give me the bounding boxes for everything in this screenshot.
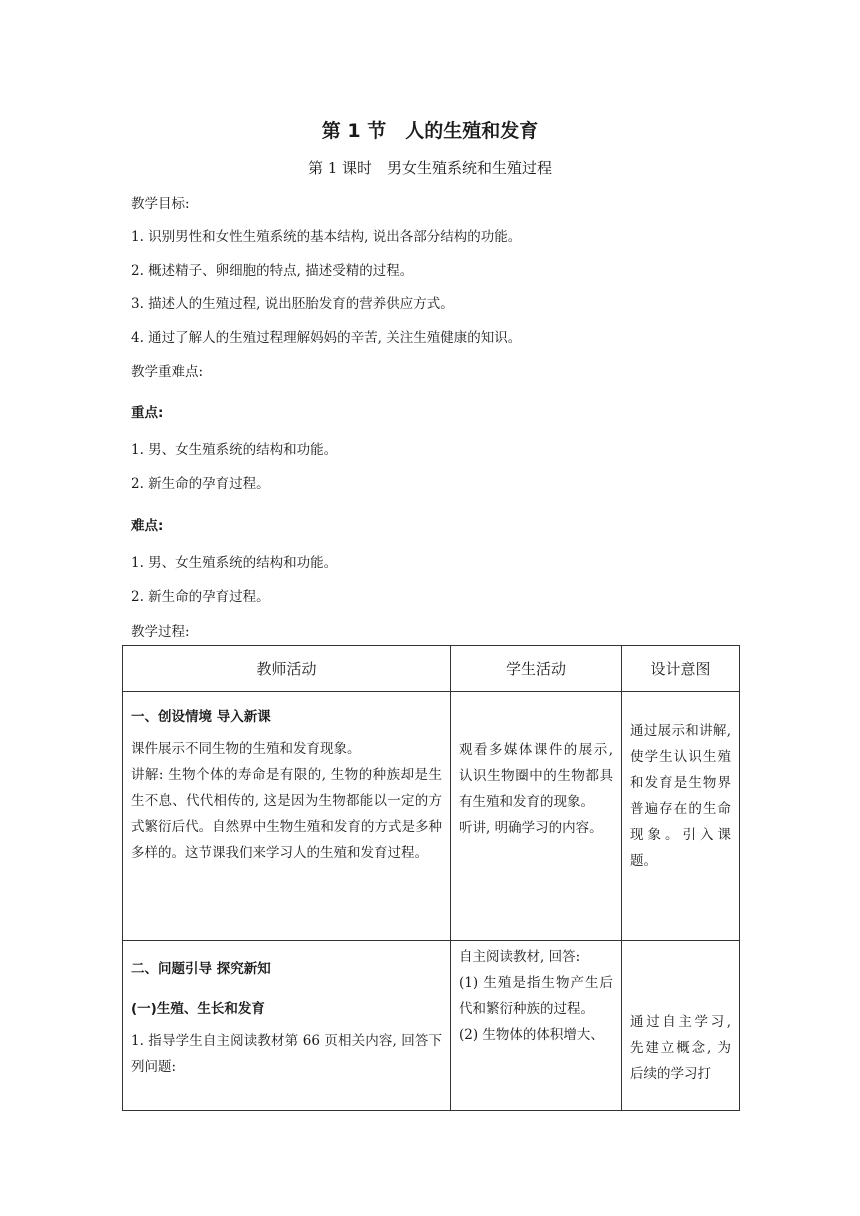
objective-2: 2. 概述精子、卵细胞的特点, 描述受精的过程。 [131, 263, 414, 279]
table-row [123, 692, 740, 941]
intent-text: 通过展示和讲解, 使学生认识生殖和发育是生物界普遍存在的生命现象。引入课题。 [630, 723, 731, 869]
process-label: 教学过程: [131, 624, 190, 640]
student-text: 观看多媒体课件的展示, 认识生物圈中的生物都具有生殖和发育的现象。 [459, 742, 613, 810]
lesson-subtitle: 第 1 课时 男女生殖系统和生殖过程 [307, 159, 553, 177]
teacher-cell [123, 692, 451, 941]
section-heading: 二、问题引导 探究新知 [131, 961, 271, 977]
subsection-heading: (一)生殖、生长和发育 [131, 1001, 265, 1017]
header-design-intent: 设计意图 [622, 646, 740, 692]
teacher-text: 1. 指导学生自主阅读教材第 66 页相关内容, 回答下列问题: [131, 1033, 442, 1075]
header-student-activity: 学生活动 [451, 646, 622, 692]
objectives-label: 教学目标: [131, 196, 190, 212]
key-item-2: 2. 新生命的孕育过程。 [131, 476, 270, 492]
teacher-text: 课件展示不同生物的生殖和发育现象。 [131, 741, 361, 757]
student-text: (1) 生殖是指生物产生后代和繁衍种族的过程。 [459, 975, 613, 1017]
table-row [123, 941, 740, 1111]
difficult-label: 难点: [131, 518, 164, 534]
teaching-process-table [122, 645, 740, 1111]
intent-cell [622, 941, 740, 1111]
keypoints-label: 教学重难点: [131, 364, 204, 380]
teacher-cell [123, 941, 451, 1111]
intent-cell [622, 692, 740, 941]
student-cell [451, 941, 622, 1111]
student-text: (2) 生物体的体积增大、 [459, 1027, 604, 1043]
difficult-item-1: 1. 男、女生殖系统的结构和功能。 [131, 555, 338, 571]
page-title: 第 1 节 人的生殖和发育 [321, 120, 539, 142]
table-header-row [123, 646, 740, 692]
objective-1: 1. 识别男性和女性生殖系统的基本结构, 说出各部分结构的功能。 [131, 229, 522, 245]
header-teacher-activity: 教师活动 [123, 646, 451, 692]
student-text: 自主阅读教材, 回答: [459, 949, 581, 965]
student-cell [451, 692, 622, 941]
teacher-text: 讲解: 生物个体的寿命是有限的, 生物的种族却是生生不息、代代相传的, 这是因为生物都能以一定的方式繁衍后代。自然界中生物生殖和发育的方式是多种多样的。这节课我们来学习人的生殖和发育过程。 [131, 767, 442, 861]
difficult-item-2: 2. 新生命的孕育过程。 [131, 589, 270, 605]
objective-3: 3. 描述人的生殖过程, 说出胚胎发育的营养供应方式。 [131, 296, 454, 312]
key-label: 重点: [131, 405, 164, 421]
objective-4: 4. 通过了解人的生殖过程理解妈妈的辛苦, 关注生殖健康的知识。 [131, 330, 522, 346]
intent-text: 通过自主学习, 先建立概念, 为后续的学习打 [630, 1014, 731, 1082]
key-item-1: 1. 男、女生殖系统的结构和功能。 [131, 442, 338, 458]
student-text: 听讲, 明确学习的内容。 [459, 820, 603, 836]
section-heading: 一、创设情境 导入新课 [131, 709, 271, 725]
